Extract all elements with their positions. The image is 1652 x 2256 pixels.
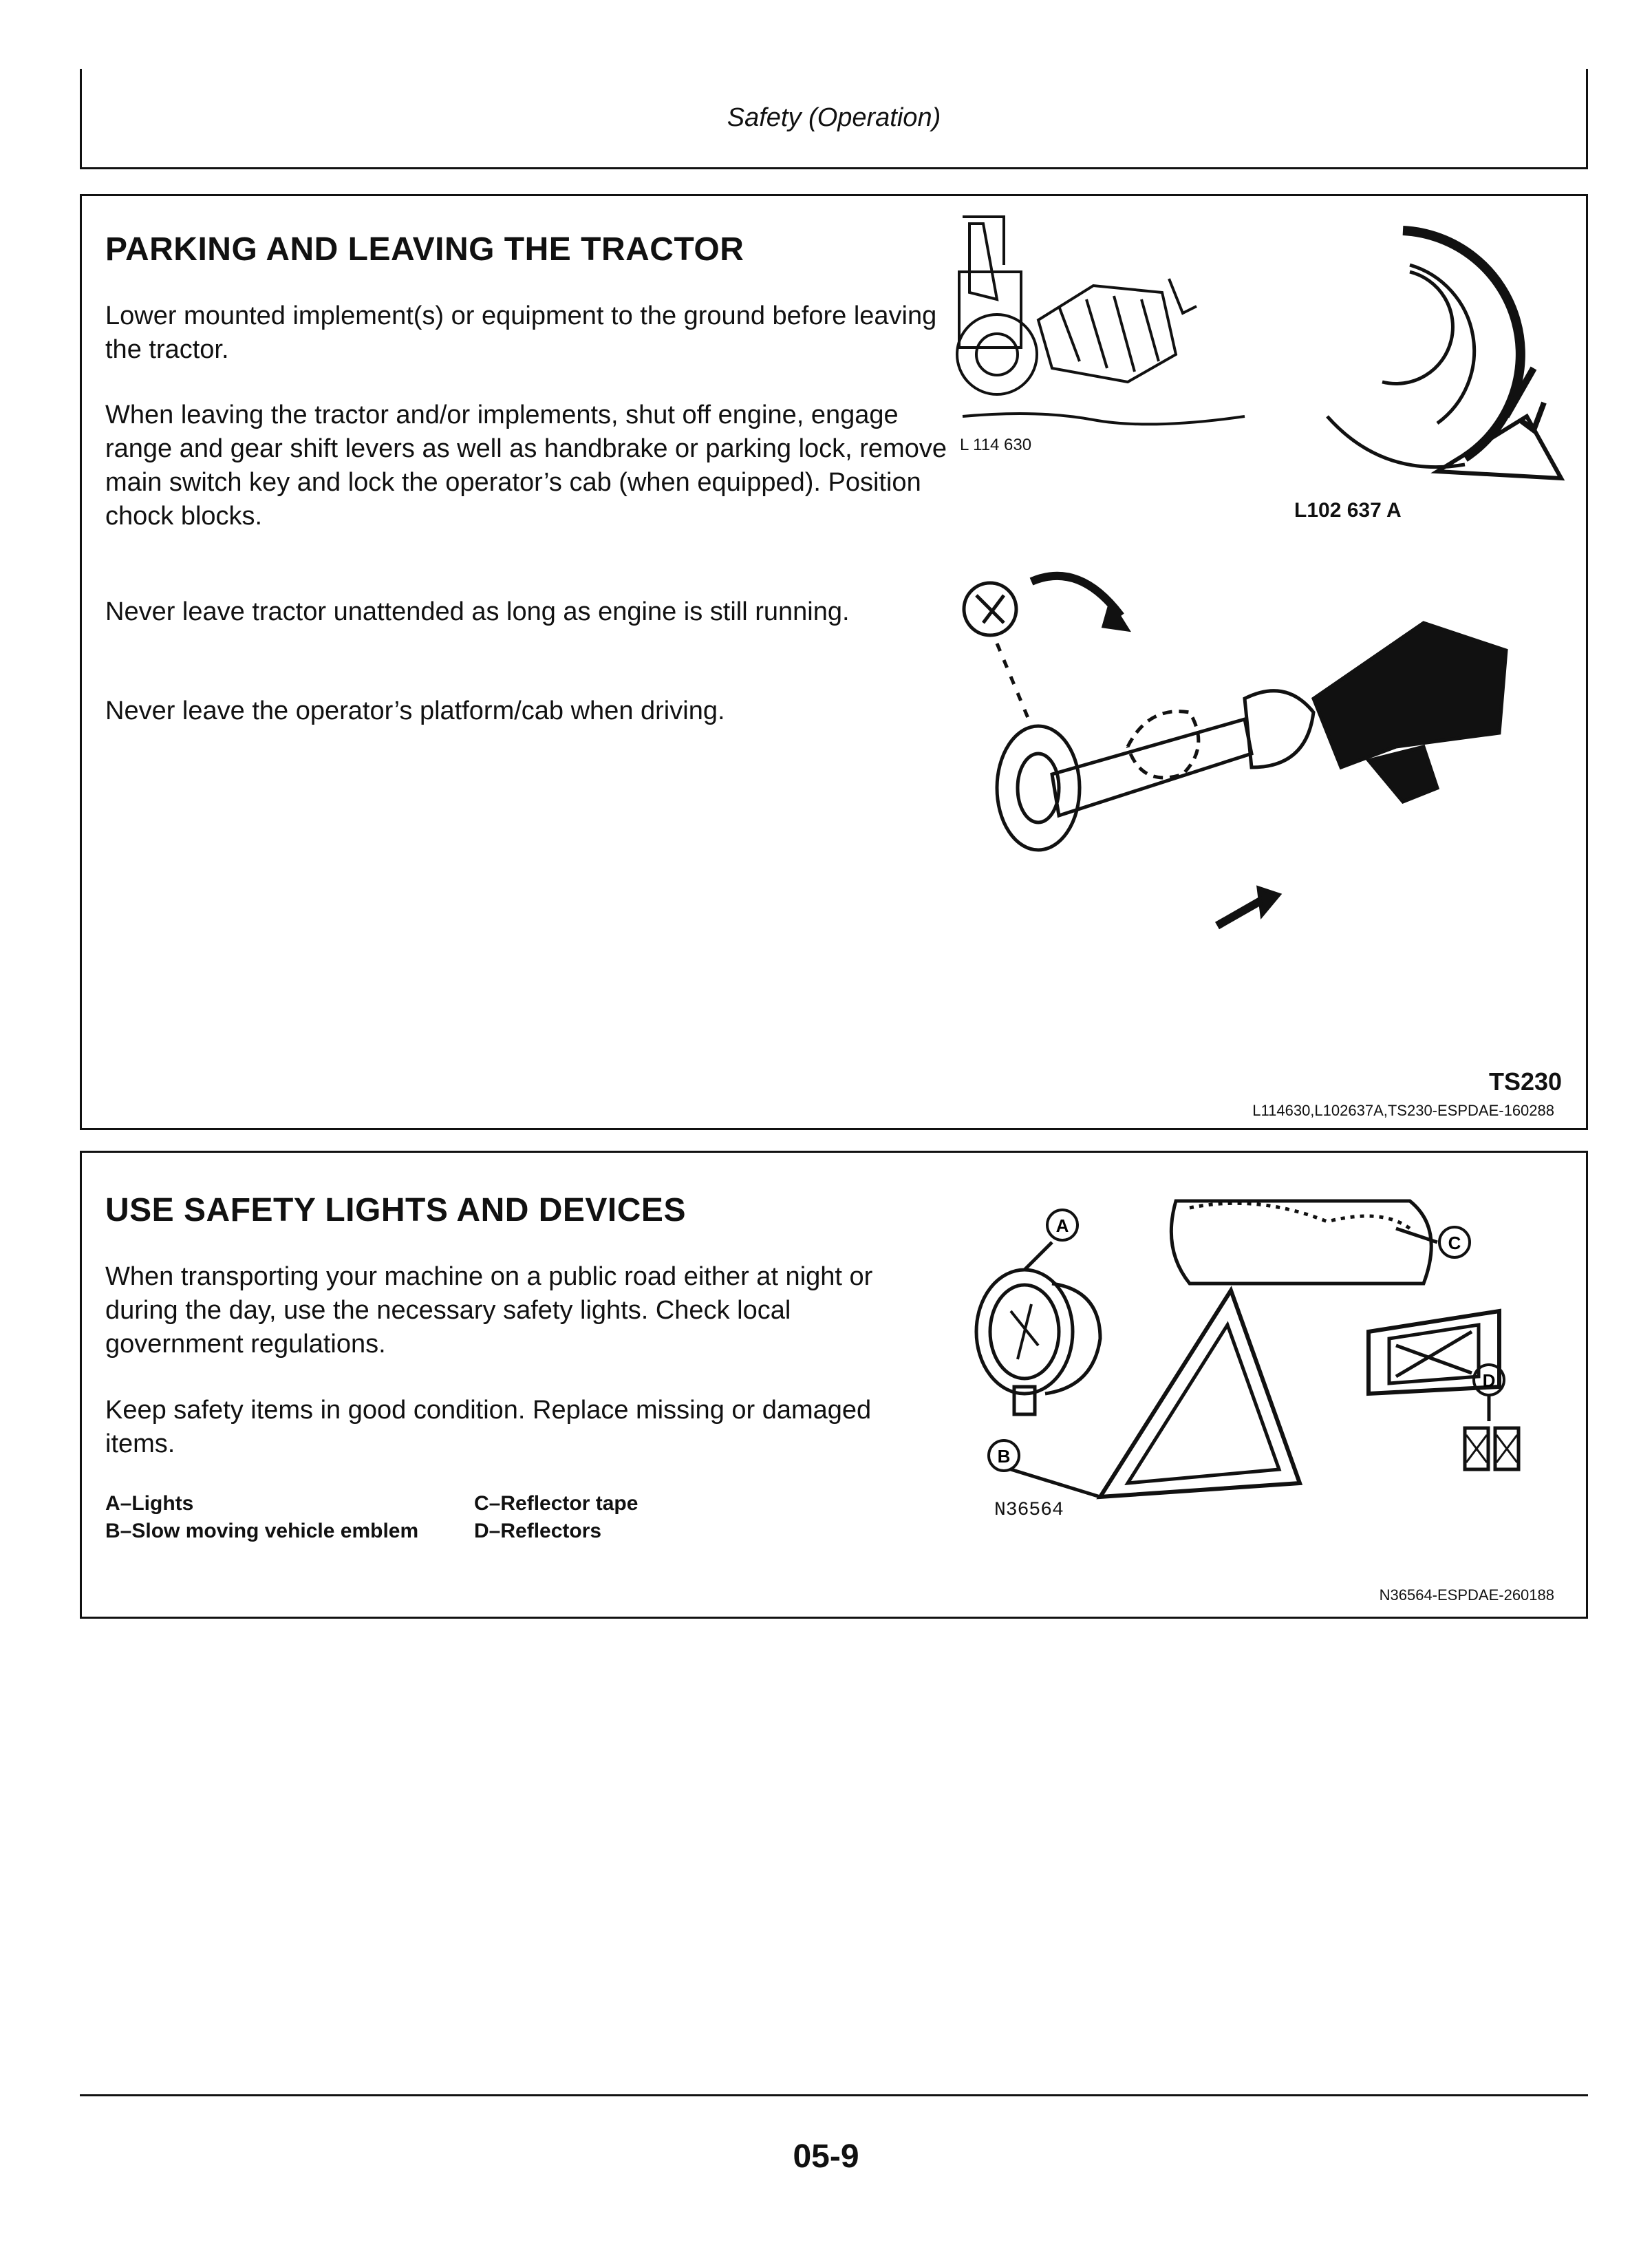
safety-lights-illustration bbox=[969, 1167, 1554, 1552]
figure-callouts bbox=[989, 1210, 1504, 1471]
legend-item-a: A–Lights bbox=[105, 1492, 194, 1515]
legend-item-d: D–Reflectors bbox=[474, 1520, 602, 1542]
wheel-chock-illustration bbox=[1300, 210, 1575, 499]
paragraph: When transporting your machine on a public road either at night or during the day, use the necessary safety lights. Check local government regulations. bbox=[105, 1262, 873, 1359]
paragraph: When leaving the tractor and/or implements, shut off engine, engage range and gear shift levers as well as handbrake or parking lock, remove main switch key and lock the operator’s cab (when equipped). Position chock blocks. bbox=[105, 401, 947, 531]
page-header bbox=[80, 69, 1588, 169]
figure-code: N36564 bbox=[994, 1500, 1064, 1521]
section-parking bbox=[80, 194, 1588, 1130]
section-title: PARKING AND LEAVING THE TRACTOR bbox=[105, 231, 744, 268]
callout-a: A bbox=[1055, 1215, 1069, 1236]
tractor-implement-illustration bbox=[956, 210, 1341, 437]
callout-b: B bbox=[997, 1446, 1011, 1467]
footer-rule bbox=[80, 2094, 1588, 2096]
reference-code: L114630,L102637A,TS230-ESPDAE-160288 bbox=[1252, 1102, 1554, 1119]
reference-code: N36564-ESPDAE-260188 bbox=[1379, 1586, 1554, 1604]
figure-code: L102 637 A bbox=[1294, 499, 1402, 522]
header-title: Safety (Operation) bbox=[727, 103, 941, 132]
paragraph: Never leave the operator’s platform/cab when driving. bbox=[105, 696, 725, 725]
callout-c: C bbox=[1448, 1233, 1461, 1253]
legend-item-b: B–Slow moving vehicle emblem bbox=[105, 1520, 419, 1542]
paragraph: Keep safety items in good condition. Replace missing or damaged items. bbox=[105, 1396, 872, 1458]
legend bbox=[105, 1490, 638, 1545]
figure-code: TS230 bbox=[1489, 1067, 1563, 1096]
legend-item-c: C–Reflector tape bbox=[474, 1492, 639, 1515]
page-number: 05-9 bbox=[793, 2138, 859, 2175]
figure-code: L 114 630 bbox=[960, 436, 1032, 454]
section-title: USE SAFETY LIGHTS AND DEVICES bbox=[105, 1192, 686, 1228]
paragraph: Lower mounted implement(s) or equipment to the ground before leaving the tractor. bbox=[105, 301, 937, 364]
section-safety-lights bbox=[80, 1151, 1588, 1619]
paragraph: Never leave tractor unattended as long as engine is still running. bbox=[105, 597, 850, 626]
callout-d: D bbox=[1482, 1370, 1496, 1391]
key-removal-illustration bbox=[956, 540, 1575, 953]
